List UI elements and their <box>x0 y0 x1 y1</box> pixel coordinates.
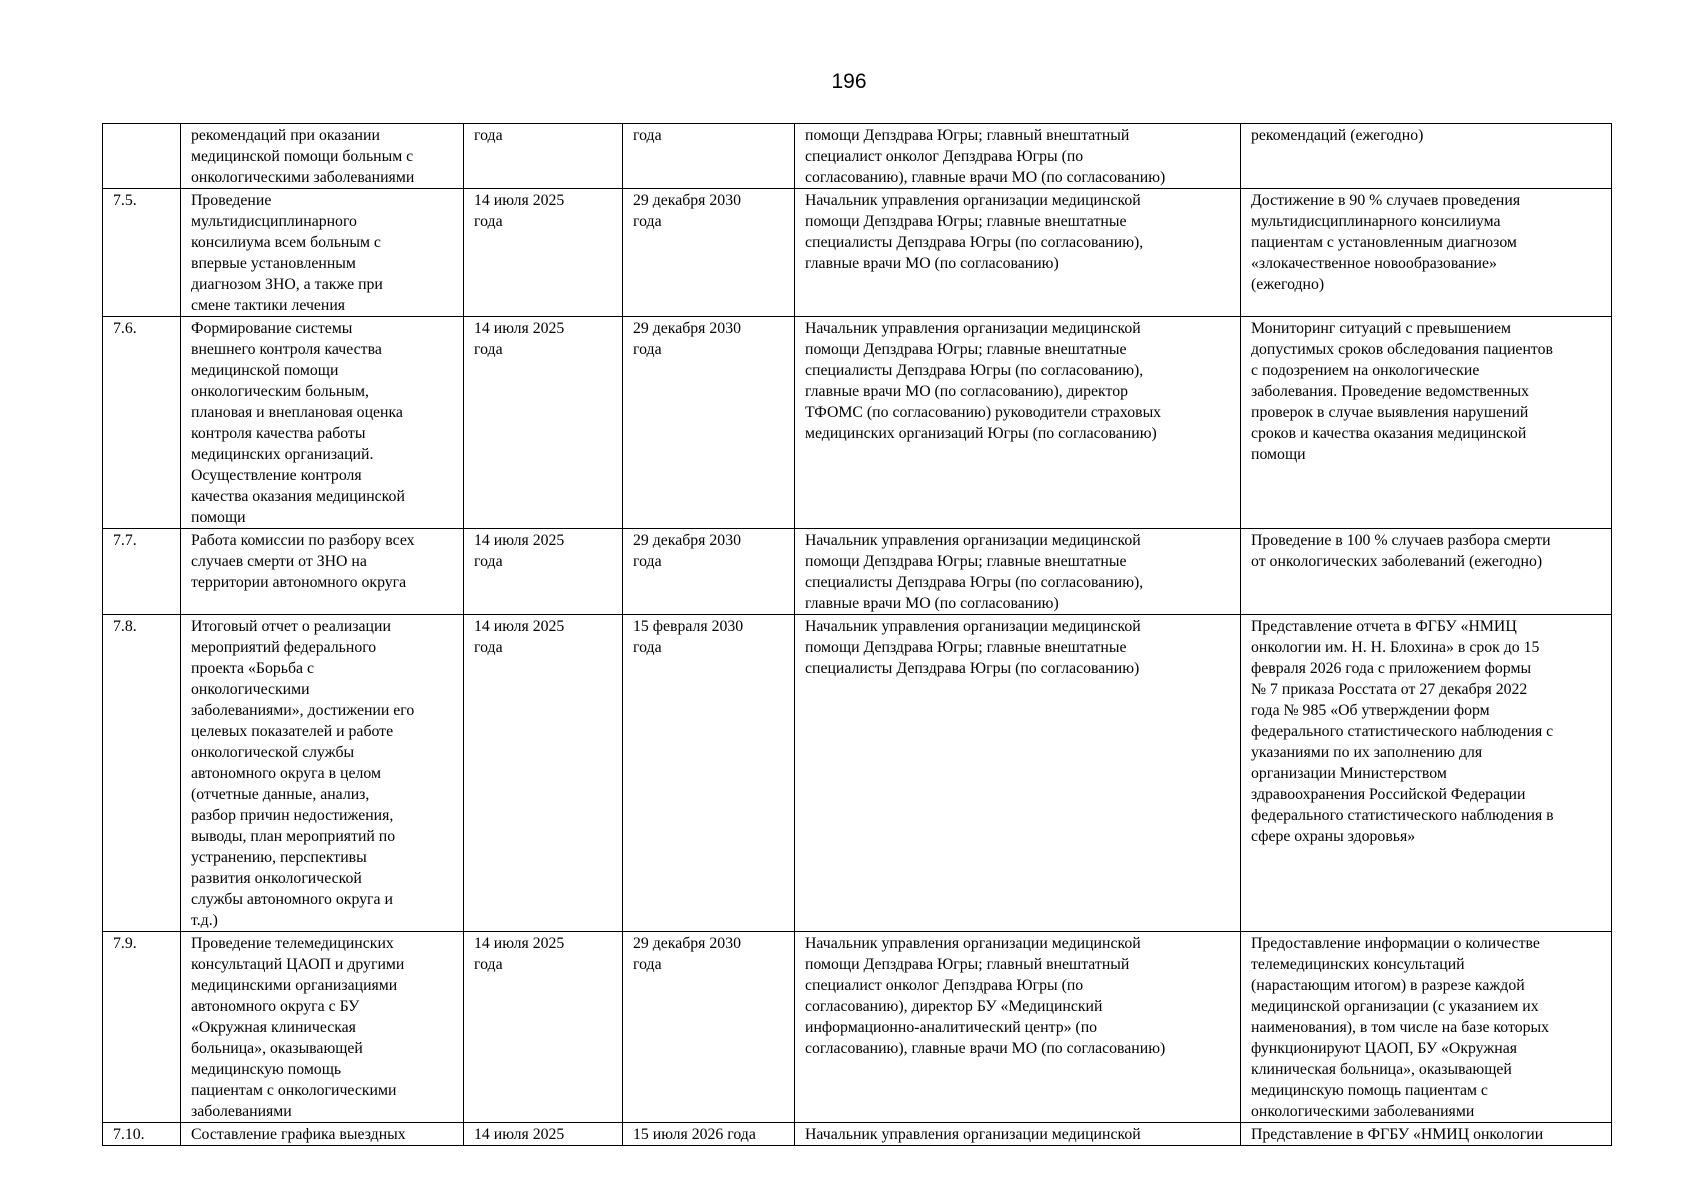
page-number: 196 <box>831 70 867 93</box>
start-date-cell: 14 июля 2025 года <box>464 529 623 615</box>
row-number-cell: 7.9. <box>103 932 181 1123</box>
start-date-cell: 14 июля 2025 года <box>464 317 623 529</box>
table-row <box>103 124 1612 189</box>
event-cell: Проведение телемедицинских консультаций ЦАОП и другими медицинскими организациями автономного округа с БУ «Окружная клиническая больница», оказывающей медицинскую помощь пациентам с онкологическими заболеваниями <box>181 932 464 1123</box>
table-row <box>103 317 1612 529</box>
end-date-cell: 29 декабря 2030 года <box>623 189 795 317</box>
end-date-cell: 29 декабря 2030 года <box>623 932 795 1123</box>
row-number-cell: 7.6. <box>103 317 181 529</box>
result-cell: Достижение в 90 % случаев проведения мультидисциплинарного консилиума пациентам с установленным диагнозом «злокачественное новообразование» (ежегодно) <box>1241 189 1612 317</box>
result-cell: рекомендаций (ежегодно) <box>1241 124 1612 189</box>
responsible-cell: Начальник управления организации медицинской помощи Депздрава Югры; главные внештатные специалисты Депздрава Югры (по согласованию), главные врачи МО (по согласованию) <box>795 529 1241 615</box>
table-row <box>103 932 1612 1123</box>
responsible-cell: помощи Депздрава Югры; главный внештатный специалист онколог Депздрава Югры (по согласованию), главные врачи МО (по согласованию) <box>795 124 1241 189</box>
result-cell: Предоставление информации о количестве телемедицинских консультаций (нарастающим итогом) в разрезе каждой медицинской организации (с указанием их наименования), в том числе на базе которых функционируют ЦАОП, БУ «Окружная клиническая больница», оказывающей медицинскую помощь пациентам с онкологическими заболеваниями <box>1241 932 1612 1123</box>
end-date-cell: 29 декабря 2030 года <box>623 529 795 615</box>
responsible-cell: Начальник управления организации медицинской <box>795 1123 1241 1146</box>
table-row <box>103 1123 1612 1146</box>
result-cell: Представление в ФГБУ «НМИЦ онкологии <box>1241 1123 1612 1146</box>
end-date-cell: 29 декабря 2030 года <box>623 317 795 529</box>
table-row <box>103 615 1612 932</box>
responsible-cell: Начальник управления организации медицинской помощи Депздрава Югры; главные внештатные специалисты Депздрава Югры (по согласованию), главные врачи МО (по согласованию) <box>795 189 1241 317</box>
start-date-cell: 14 июля 2025 года <box>464 932 623 1123</box>
responsible-cell: Начальник управления организации медицинской помощи Депздрава Югры; главный внештатный специалист онколог Депздрава Югры (по согласованию), директор БУ «Медицинский информационно-аналитический центр» (по согласованию), главные врачи МО (по согласованию) <box>795 932 1241 1123</box>
result-cell: Представление отчета в ФГБУ «НМИЦ онкологии им. Н. Н. Блохина» в срок до 15 февраля 2026 года с приложением формы № 7 приказа Росстата от 27 декабря 2022 года № 985 «Об утверждении форм федерального статистического наблюдения с указаниями по их заполнению для организации Министерством здравоохранения Российской Федерации федерального статистического наблюдения в сфере охраны здоровья» <box>1241 615 1612 932</box>
start-date-cell: 14 июля 2025 <box>464 1123 623 1146</box>
start-date-cell: года <box>464 124 623 189</box>
event-cell: рекомендаций при оказании медицинской помощи больным с онкологическими заболеваниями <box>181 124 464 189</box>
event-cell: Проведение мультидисциплинарного консилиума всем больным с впервые установленным диагнозом ЗНО, а также при смене тактики лечения <box>181 189 464 317</box>
row-number-cell: 7.5. <box>103 189 181 317</box>
responsible-cell: Начальник управления организации медицинской помощи Депздрава Югры; главные внештатные специалисты Депздрава Югры (по согласованию) <box>795 615 1241 932</box>
event-cell: Составление графика выездных <box>181 1123 464 1146</box>
row-number-cell: 7.10. <box>103 1123 181 1146</box>
event-cell: Формирование системы внешнего контроля качества медицинской помощи онкологическим больным, плановая и внеплановая оценка контроля качества работы медицинских организаций. Осуществление контроля качества оказания медицинской помощи <box>181 317 464 529</box>
row-number-cell: 7.7. <box>103 529 181 615</box>
start-date-cell: 14 июля 2025 года <box>464 189 623 317</box>
responsible-cell: Начальник управления организации медицинской помощи Депздрава Югры; главные внештатные специалисты Депздрава Югры (по согласованию), главные врачи МО (по согласованию), директор ТФОМС (по согласованию) руководители страховых медицинских организаций Югры (по согласованию) <box>795 317 1241 529</box>
end-date-cell: 15 февраля 2030 года <box>623 615 795 932</box>
row-number-cell <box>103 124 181 189</box>
result-cell: Мониторинг ситуаций с превышением допустимых сроков обследования пациентов с подозрением на онкологические заболевания. Проведение ведомственных проверок в случае выявления нарушений сроков и качества оказания медицинской помощи <box>1241 317 1612 529</box>
row-number-cell: 7.8. <box>103 615 181 932</box>
end-date-cell: 15 июля 2026 года <box>623 1123 795 1146</box>
event-cell: Итоговый отчет о реализации мероприятий федерального проекта «Борьба с онкологическими заболеваниями», достижении его целевых показателей и работе онкологической службы автономного округа в целом (отчетные данные, анализ, разбор причин недостижения, выводы, план мероприятий по устранению, перспективы развития онкологической службы автономного округа и т.д.) <box>181 615 464 932</box>
table-row <box>103 189 1612 317</box>
result-cell: Проведение в 100 % случаев разбора смерти от онкологических заболеваний (ежегодно) <box>1241 529 1612 615</box>
end-date-cell: года <box>623 124 795 189</box>
start-date-cell: 14 июля 2025 года <box>464 615 623 932</box>
event-cell: Работа комиссии по разбору всех случаев смерти от ЗНО на территории автономного округа <box>181 529 464 615</box>
measures-table <box>102 123 1612 1146</box>
table-row <box>103 529 1612 615</box>
